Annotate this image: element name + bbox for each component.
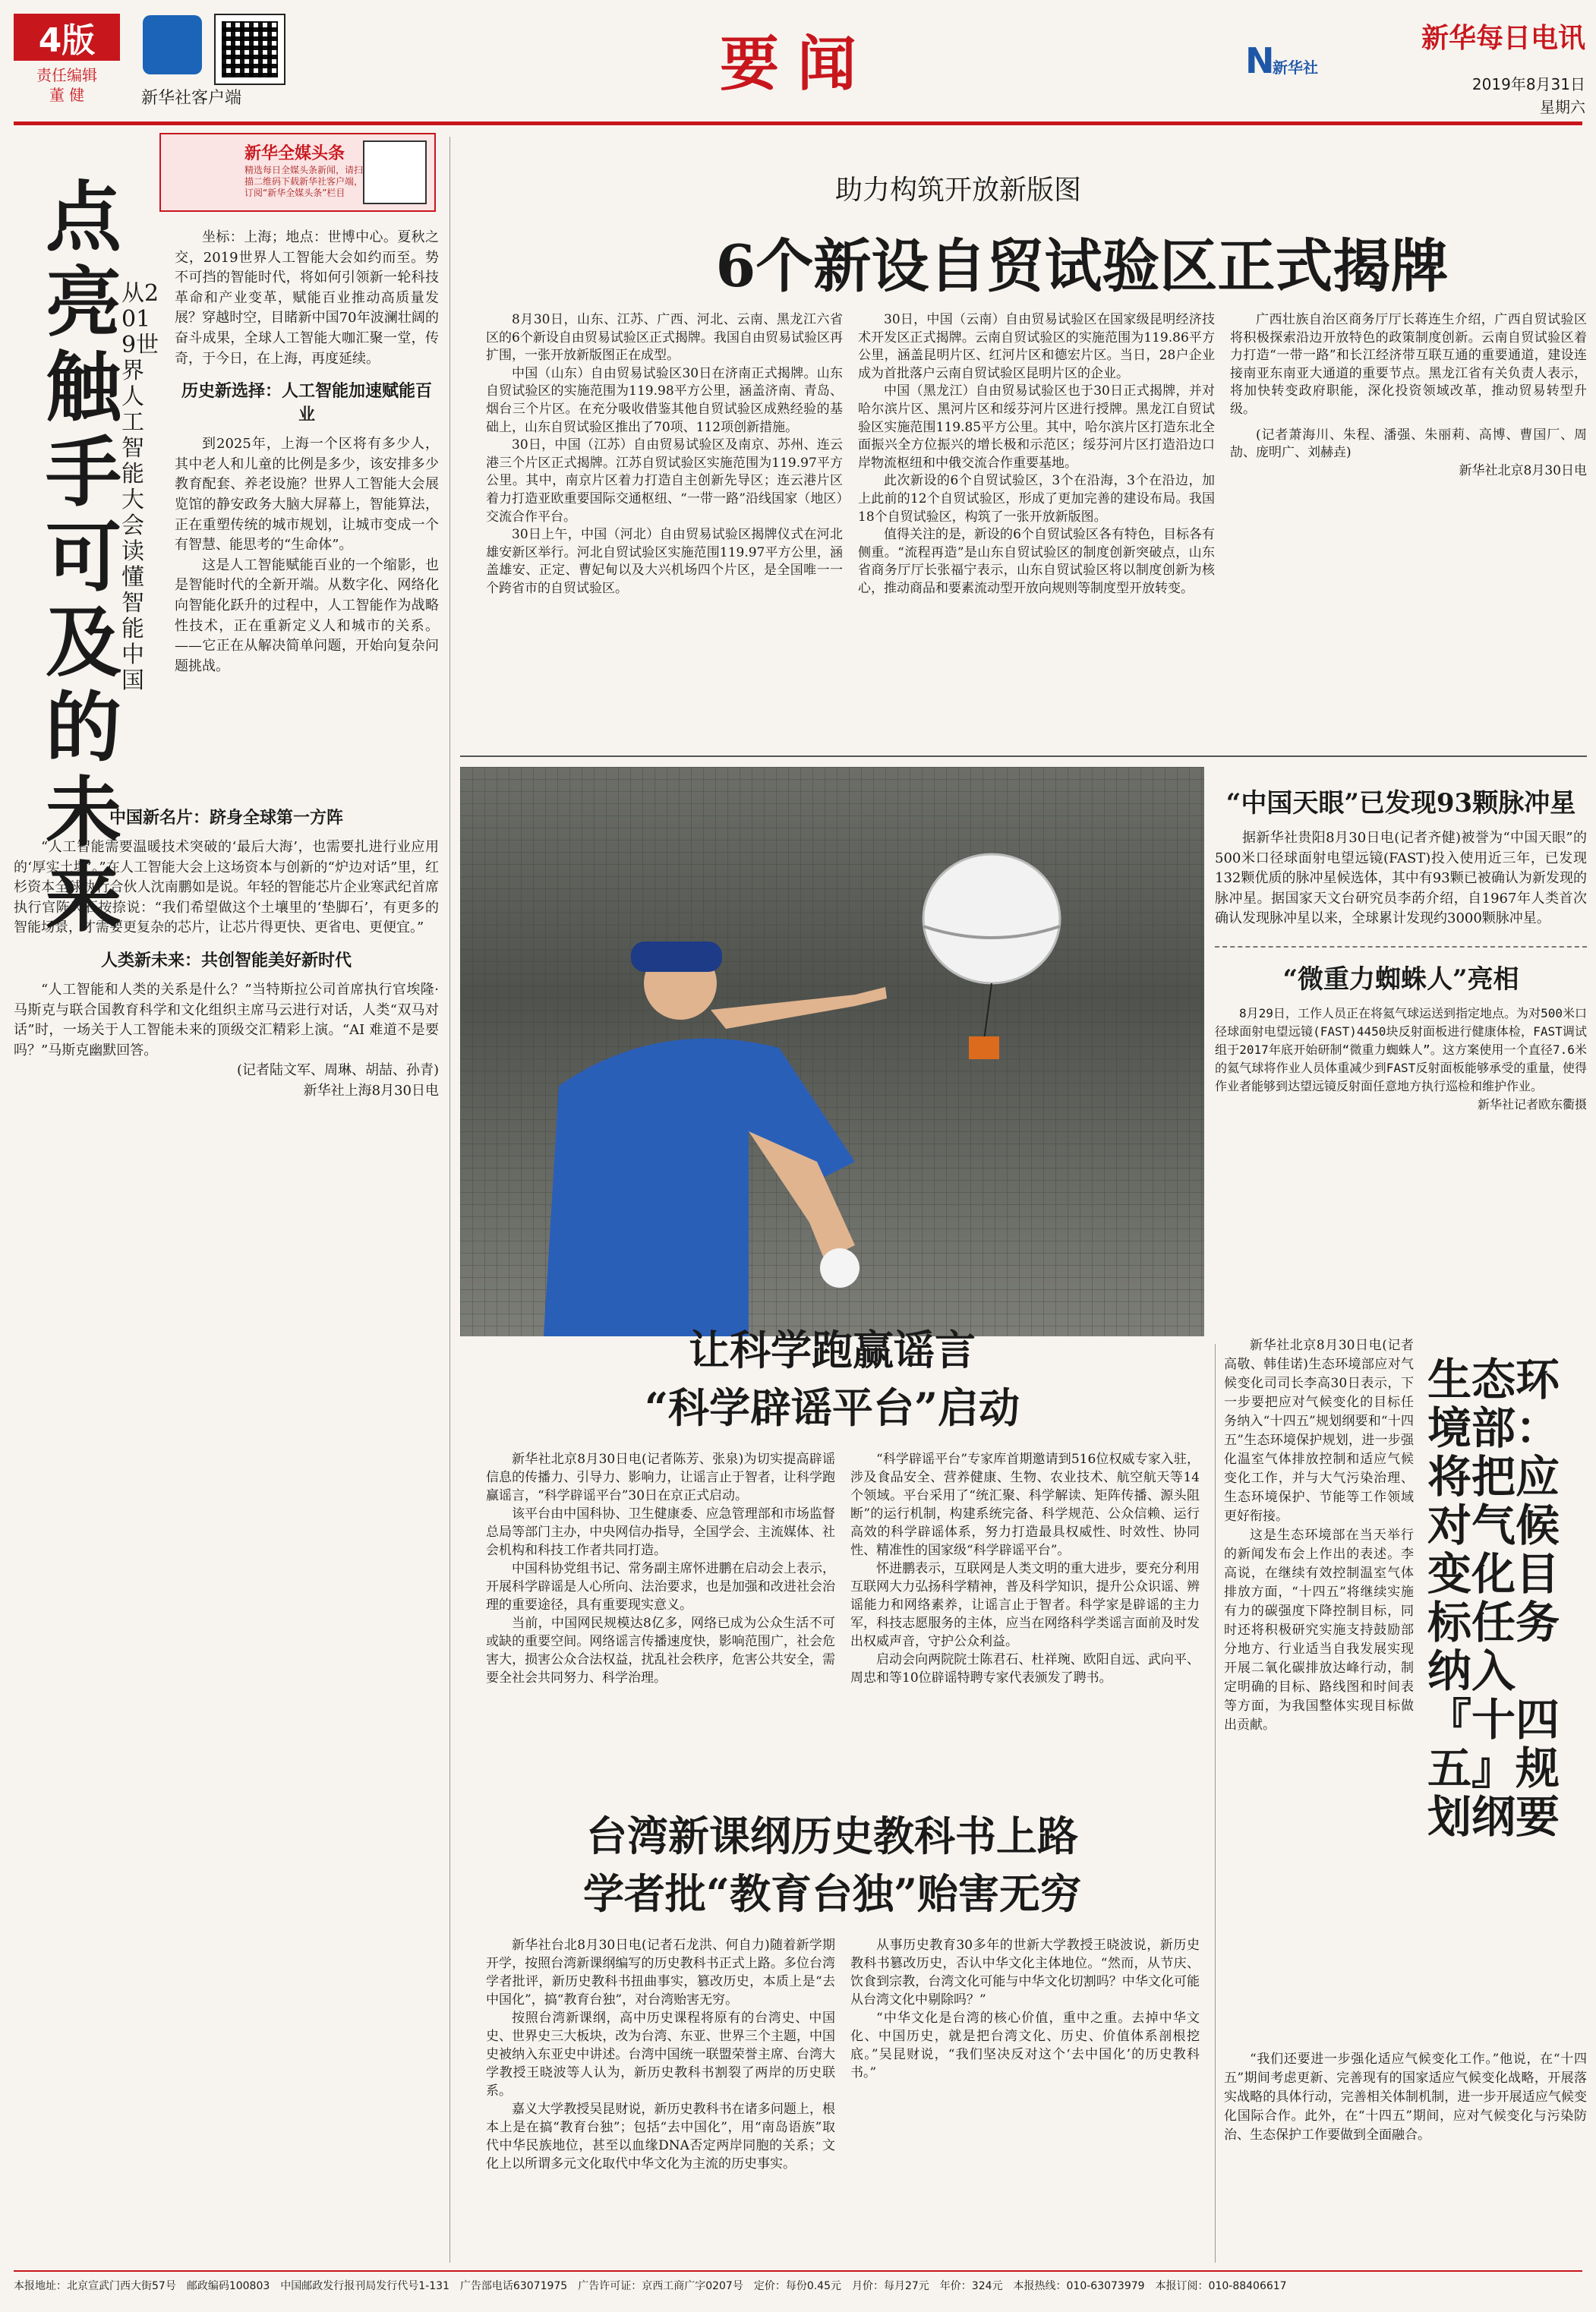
ai-para: “人工智能需要温暖技术突破的‘最后大海’，也需要扎进行业应用的‘厚实土壤’。”在人工智能大会上这场资本与创新的“炉边对话”里，红杉资本全球执行合伙人沈南鹏如是说。年轻的智能芯片企业寒武纪首席执行官陈天石按捺说：“我们希望做这个土壤里的‘垫脚石’，有更多的智能场景，才需要更复杂的芯片，让芯片得更快、更省电、更便宜。” <box>14 839 439 936</box>
rumor-para: 新华社北京8月30日电(记者陈芳、张泉)为切实提高辟谣信息的传播力、引导力、影响力，让谣言止于智者，让科学跑赢谣言，“科学辟谣平台”30日在京正式启动。 <box>486 1452 835 1503</box>
rumor-para: 该平台由中国科协、卫生健康委、应急管理部和市场监督总局等部门主办，中央网信办指导，全国学会、主流媒体、社会机构和科技工作者共同打造。 <box>486 1506 835 1558</box>
page-number: 4版 <box>14 14 120 61</box>
taiwan-para: “中华文化是台湾的核心价值，重中之重。去掉中华文化、中国历史，就是把台湾文化、历史、价值体系剖根挖底。”吴昆财说，“我们坚决反对这个‘去中国化’的历史教科书。” <box>850 2011 1200 2080</box>
news-logo-icon <box>1245 38 1329 84</box>
svg-text:N: N <box>1245 40 1275 81</box>
fast-photo <box>460 767 1204 1336</box>
eco-para: “我们还要进一步强化适应气候变化工作。”他说，在“十四五”期间考虑更新、完善现有的国家适应气候变化战略，开展落实战略的具体行动，完善相关体制机制，进一步开展适应气候变化国际合作。此外，在“十四五”期间，应对气候变化与污染防治、生态保护工作要做到全面融合。 <box>1224 2052 1587 2143</box>
rumor-title <box>460 1321 1204 1437</box>
glove-icon <box>820 1248 860 1288</box>
taiwan-title <box>460 1807 1204 1922</box>
rumor-para: “科学辟谣平台”专家库首期邀请到516位权威专家入驻，涉及食品安全、营养健康、生物、农业技术、航空航天等14个领域。平台采用了“统汇聚、科学解读、矩阵传播、源头阻断”的运行机制，构建系统完备、科学规范、公众信赖、运行高效的科学辟谣体系，努力打造最具权威性、时效性、协同性、精准性的国家级“科学辟谣平台”。 <box>850 1452 1200 1558</box>
ai-story-col-2 <box>14 796 439 1102</box>
ai-dateline: 新华社上海8月30日电 <box>303 1082 439 1099</box>
ai-intro: 坐标：上海；地点：世博中心。夏秋之交，2019世界人工智能大会如约而至。势不可挡的智能时代，将如何引领新一轮科技革命和产业变革，赋能百业推动高质量发展？穿越时空，目睹新中国70年波澜壮阔的奋斗成果，全球人工智能大咖汇聚一堂，传奇，于今日，在上海，再度延续。 <box>175 229 439 367</box>
eco-para: 新华社北京8月30日电(记者高敬、韩佳诺)生态环境部应对气候变化司司长李高30日表示，下一步要把应对气候变化的目标任务纳入“十四五”规划纲要和“十四五”生态环境保护规划，进一步强化温室气体排放控制和适应气候变化工作，并与大气污染治理、生态环境保护、节能等工作领域更好衔接。 <box>1224 1338 1414 1524</box>
ftz-para: 中国（山东）自由贸易试验区30日在济南正式揭牌。山东自贸试验区的实施范围为119.98平方公里，涵盖济南、青岛、烟台三个片区。在充分吸收借鉴其他自贸试验区成熟经验的基础上，山东自贸试验区推出了70项、112项创新措施。 <box>486 365 843 435</box>
ftz-dateline: 新华社北京8月30日电 <box>1459 462 1587 478</box>
ftz-col-3 <box>1230 311 1587 480</box>
promo-title: 新华全媒头条 <box>244 144 345 163</box>
weekday-text: 星期六 <box>1540 98 1585 116</box>
taiwan-title-2: 学者批“教育台独”贻害无穷 <box>582 1869 1082 1918</box>
fast-title-2: “微重力蜘蛛人”亮相 <box>1282 964 1519 995</box>
ai-para: 到2025年，上海一个区将有多少人，其中老人和儿童的比例是多少，该安排多少教育配套、养老设施？世界人工智能大会展览馆的静安政务大脑大屏幕上，智能算法，正在重塑传统的城市规划，让城市变成一个有智慧、能思考的“生命体”。 <box>175 436 439 554</box>
balloon-icon <box>923 854 1060 983</box>
paper-name: 新华每日电讯 <box>1421 22 1585 54</box>
ai-byline: (记者陆文军、周琳、胡喆、孙青) <box>236 1062 439 1079</box>
promo-body: 精选每日全媒头条新闻，请扫描二维码下载新华社客户端，订阅“新华全媒头条”栏目 <box>244 165 364 198</box>
worker-cap <box>631 942 722 972</box>
rumor-para: 当前，中国网民规模达8亿多，网络已成为公众生活不可或缺的重要空间。网络谣言传播速度快，影响范围广，社会危害大，损害公众合法权益，扰乱社会秩序，危害公共安全，需要全社会共同努力、科学治理。 <box>486 1616 835 1686</box>
editor-name: 董 健 <box>49 86 85 104</box>
rumor-col-2 <box>850 1450 1200 1687</box>
section-title: 要闻 <box>719 30 875 99</box>
promo-box[interactable] <box>159 133 436 212</box>
ai-subhead-1: 历史新选择：人工智能加速赋能百业 <box>181 381 432 425</box>
fast-box <box>1215 782 1587 1114</box>
ai-para: 这是人工智能赋能百业的一个缩影，也是智能时代的全新开端。从数字化、网络化向智能化跃升的过程中，人工智能作为战略性技术，正在重新定义人和城市的关系。——它正在从解决简单问题，开始向复杂问题挑战。 <box>175 557 439 674</box>
rumor-para: 启动会向两院院士陈君石、杜祥琬、欧阳自远、武向平、周忠和等10位辟谣特聘专家代表颁发了聘书。 <box>850 1652 1200 1686</box>
fast-text-1 <box>1215 828 1587 929</box>
taiwan-para: 从事历史教育30多年的世新大学教授王晓波说，新历史教科书篡改历史，否认中华文化主体地位。“然而，从节庆、饮食到宗教，台湾文化可能与中华文化切割吗？中华文化可能从台湾文化中剔除吗？” <box>850 1938 1200 2008</box>
rumor-para: 中国科协党组书记、常务副主席怀进鹏在启动会上表示，开展科学辟谣是人心所向、法治要求，也是加强和改进社会治理的重要途径，具有重要现实意义。 <box>486 1561 835 1613</box>
ftz-headline: 6个新设自贸试验区正式揭牌 <box>715 232 1449 300</box>
ftz-kicker: 助力构筑开放新版图 <box>835 175 1082 206</box>
promo-qr-icon <box>363 140 427 204</box>
fast-credit: 新华社记者欧东衢摄 <box>1477 1096 1587 1112</box>
rumor-para: 怀进鹏表示，互联网是人类文明的重大进步，要充分利用互联网大力弘扬科学精神，普及科学知识，提升公众识谣、辨谣能力和网络素养，让谣言止于智者。科学家是辟谣的主力军，科技志愿服务的主体，应当在网络科学类谣言面前及时发出权威声音，守护公众利益。 <box>850 1561 1200 1649</box>
taiwan-para: 新华社台北8月30日电(记者石龙洪、何自力)随着新学期开学，按照台湾新课纲编写的历史教科书正式上路。多位台湾学者批评，新历史教科书扭曲事实，篡改历史，本质上是“去中国化”，搞“教育台独”，对台湾贻害无穷。 <box>486 1938 835 2008</box>
footer-info: 本报地址：北京宣武门西大街57号 邮政编码100803 中国邮政发行报刊局发行代号1-131 广告部电话63071975 广告许可证：京西工商广字0207号 定价：每份0.45元 月价：每月27元 年价：324元 本报热线：010-63073979 本报订阅：010-88406617 <box>14 2270 1582 2293</box>
rumor-title-1: 让科学跑赢谣言 <box>689 1326 976 1374</box>
rumor-col-1 <box>486 1450 835 1687</box>
date-text: 2019年8月31日 <box>1471 75 1585 93</box>
ftz-para: 8月30日，山东、江苏、广西、河北、云南、黑龙江六省区的6个新设自由贸易试验区正式揭牌。我国自由贸易试验区再扩围，一张开放新版图正在成型。 <box>486 312 843 364</box>
xinhua-app-icon <box>143 15 202 74</box>
taiwan-col-1 <box>486 1936 835 2173</box>
fast-divider <box>1215 946 1587 948</box>
ftz-para: 值得关注的是，新设的6个自贸试验区各有特色，目标各有侧重。“流程再造”是山东自贸试验区的制度创新突破点，山东省商务厅厅长张福宁表示，山东自贸试验区将以制度创新为核心，推动商品和要素流动型开放向规则等制度型开放转变。 <box>858 527 1215 596</box>
ftz-para: 30日上午，中国（河北）自由贸易试验区揭牌仪式在河北雄安新区举行。河北自贸试验区实施范围119.97平方公里，涵盖雄安、正定、曹妃甸以及大兴机场四个片区，是全国唯一一个跨省市的自贸试验区。 <box>486 527 843 596</box>
ftz-col-1 <box>486 311 843 598</box>
harness-icon <box>969 1036 999 1059</box>
taiwan-col-2 <box>850 1936 1200 2082</box>
qr-code-icon <box>214 14 285 85</box>
ai-subhead-3: 人类新未来：共创智能美好新时代 <box>100 950 352 970</box>
eco-col-1 <box>1224 1336 1414 1735</box>
header-rule <box>14 121 1582 125</box>
fast-para-1: 据新华社贵阳8月30日电(记者齐健)被誉为“中国天眼”的500米口径球面射电望远镜(FAST)投入使用近三年，已发现132颗优质的脉冲星候选体，其中有93颗已被确认为新发现的脉冲星。据国家天文台研究员李菂介绍，自1967年人类首次确认发现脉冲星以来，全球累计发现约3000颗脉冲星。 <box>1215 830 1587 927</box>
rumor-title-2: “科学辟谣平台”启动 <box>644 1383 1020 1432</box>
fast-title-1: “中国天眼”已发现93颗脉冲星 <box>1225 788 1576 819</box>
ai-story-title: 点亮触手可及的未来 <box>46 172 121 942</box>
eco-para: 这是生态环境部在当天举行的新闻发布会上作出的表述。李高说，在继续有效控制温室气体排放方面，“十四五”将继续实施有力的碳强度下降控制目标，同时还将积极研究实施支持鼓励部分地方、行业适当自我发展实现开展二氧化碳排放达峰行动，制定明确的目标、路线图和时间表等方面，为我国整体实现目标做出贡献。 <box>1224 1528 1414 1733</box>
ai-subhead-2: 中国新名片：跻身全球第一方阵 <box>109 808 343 828</box>
ai-para: “人工智能和人类的关系是什么？”当特斯拉公司首席执行官埃隆·马斯克与联合国教育科学和文化组织主席马云进行对话，人类“双马对话”时，一场关于人工智能未来的顶级交汇精彩上演。“AI 难道不是要吗？”马斯克幽默回答。 <box>14 981 439 1058</box>
column-divider <box>1215 1344 1216 2263</box>
ftz-para: 30日，中国（云南）自由贸易试验区在国家级昆明经济技术开发区正式揭牌。云南自贸试验区的实施范围为119.86平方公里，涵盖昆明片区、红河片区和德宏片区。当日，28户企业成为首批落户云南自贸试验区昆明片区的企业。 <box>858 312 1215 381</box>
news-logo-text: 新华社 <box>1273 58 1318 77</box>
editor-label: 责任编辑 <box>36 66 97 84</box>
ftz-para: 30日，中国（江苏）自由贸易试验区及南京、苏州、连云港三个片区正式揭牌。江苏自贸试验区实施范围为119.97平方公里。其中，南京片区着力打造自主创新先导区；连云港片区着力打造亚欧重要国际交通枢纽、“一带一路”沿线国家（地区）交流合作平台。 <box>486 437 843 525</box>
taiwan-title-1: 台湾新课纲历史教科书上路 <box>586 1812 1078 1860</box>
ftz-col-2 <box>858 311 1215 598</box>
taiwan-para: 按照台湾新课纲，高中历史课程将原有的台湾史、中国史、世界史三大板块，改为台湾、东亚、世界三个主题，中国史被纳入东亚史中讲述。台湾中国统一联盟荣誉主席、台湾大学教授王晓波等人认为，新历史教科书割裂了两岸的历史联系。 <box>486 2011 835 2099</box>
eco-col-2 <box>1224 2050 1587 2145</box>
client-label: 新华社客户端 <box>141 89 242 108</box>
column-divider <box>449 137 450 2263</box>
ftz-para: 中国（黑龙江）自由贸易试验区也于30日正式揭牌，并对哈尔滨片区、黑河片区和绥芬河片区进行授牌。黑龙江自贸试验区实施范围119.85平方公里。其中，哈尔滨片区打造东北全面振兴全方位振兴的增长极和示范区；绥芬河片区打造沿边口岸物流枢纽和中俄交流合作重要基地。 <box>858 383 1215 471</box>
ftz-para: 此次新设的6个自贸试验区，3个在沿海，3个在沿边，加上此前的12个自贸试验区，形成了更加完善的建设布局。我国18个自贸试验区，构筑了一张开放新版图。 <box>858 473 1215 525</box>
ai-story-col-1 <box>175 228 439 677</box>
fast-text-2 <box>1215 1005 1587 1114</box>
eco-title: 生态环境部：将把应对气候变化目标任务纳入『十四五』规划纲要 <box>1427 1354 1560 1843</box>
issue-date <box>1396 73 1585 118</box>
section-rule <box>460 755 1587 757</box>
taiwan-para: 嘉义大学教授吴昆财说，新历史教科书在诸多问题上，根本上是在搞“教育台独”；包括“去中国化”，用“南岛语族”取代中华民族地位，甚至以血缘DNA否定两岸同胞的关系；文化上以所谓多元文化取代中华文化为主流的历史事实。 <box>486 2102 835 2172</box>
fast-para-2: 8月29日，工作人员正在将氦气球运送到指定地点。为对500米口径球面射电望远镜(FAST)4450块反射面板进行健康体检，FAST调试组于2017年底开始研制“微重力蜘蛛人”。这方案使用一个直径7.6米的氦气球将作业人员体重减少到FAST反射面板能够承受的重量，使得作业者能够到达望远镜反射面任意地方执行巡检和维护作业。 <box>1215 1005 1587 1093</box>
news-logo <box>1245 38 1329 84</box>
fast-photo-illustration <box>460 767 1204 1336</box>
editor-credit <box>14 65 120 105</box>
ftz-para: 广西壮族自治区商务厅厅长蒋连生介绍，广西自贸试验区将积极探索沿边开放特色的政策制度创新。云南自贸试验区着力打造“一带一路”和长江经济带互联互通的重要通道，建设连接南亚东南亚大通道的重要节点。黑龙江省有关负责人表示，将加快转变政府职能，深化投资领域改革，推动贸易转型升级。 <box>1230 312 1587 417</box>
ai-story-subtitle: 从2019世界人工智能大会读懂智能中国 <box>121 280 159 694</box>
ftz-byline: (记者萧海川、朱程、潘强、朱丽莉、高博、曹国厂、周劼、庞明广、刘赫垚) <box>1230 427 1587 461</box>
